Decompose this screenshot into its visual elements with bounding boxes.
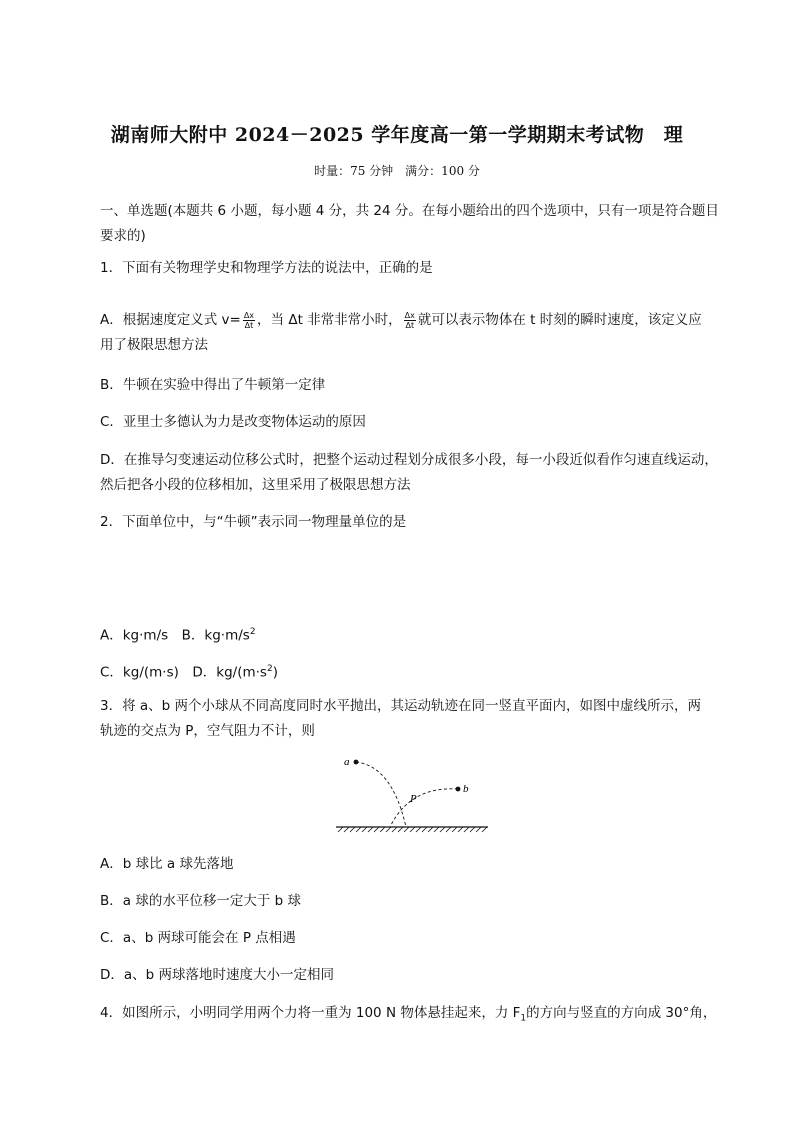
fraction-denominator: Δt <box>244 320 254 330</box>
question-3-option-b: B．a 球的水平位移一定大于 b 球 <box>100 893 301 909</box>
superscript: 2 <box>266 664 273 674</box>
superscript: 2 <box>249 627 256 637</box>
question-3-stem <box>100 694 720 744</box>
options-cd-text: C．kg/(m·s) D．kg/(m·s <box>100 664 267 681</box>
question-2-stem: 2．下面单位中，与“牛顿”表示同一物理量单位的是 <box>100 514 407 530</box>
label-a: a <box>344 756 350 768</box>
ball-a <box>354 760 359 765</box>
question-1-option-d <box>100 448 720 498</box>
question-3-option-c: C．a、b 两球可能会在 P 点相遇 <box>100 930 296 946</box>
option-d-line1: D．在推导匀变速运动位移公式时，把整个运动过程划分成很多小段，每一小段近似看作匀速直线运动， <box>100 452 718 468</box>
option-d-line2: 然后把各小段的位移相加，这里采用了极限思想方法 <box>100 477 411 493</box>
q3-stem-line1: 3．将 a、b 两个小球从不同高度同时水平抛出，其运动轨迹在同一竖直平面内，如图中虚线所示，两 <box>100 698 702 714</box>
page-title: 湖南师大附中 2024－2025 学年度高一第一学期期末考试物 理 <box>110 124 684 146</box>
ground-hatching <box>338 827 487 832</box>
q4-stem-text-2: 的方向与竖直的方向成 30°角， <box>526 1005 717 1021</box>
projectile-trajectory-figure <box>330 748 500 838</box>
fraction-dx-dt-2 <box>404 311 416 330</box>
question-1-option-b: B．牛顿在实验中得出了牛顿第一定律 <box>100 377 326 393</box>
trajectory-a <box>356 762 406 827</box>
option-a-line2: 用了极限思想方法 <box>100 337 208 353</box>
options-cd-close: ) <box>272 664 278 681</box>
option-a-text-3: 就可以表示物体在 t 时刻的瞬时速度，该定义应 <box>417 312 702 328</box>
question-3-option-a: A．b 球比 a 球先落地 <box>100 856 234 872</box>
fraction-denominator: Δt <box>405 320 415 330</box>
q4-stem-text-1: 4．如图所示，小明同学用两个力将一重为 100 N 物体悬挂起来，力 F <box>100 1005 521 1021</box>
subscript: 1 <box>520 1013 527 1024</box>
q3-stem-line2: 轨迹的交点为 P，空气阻力不计，则 <box>100 723 315 739</box>
question-4-stem <box>100 1001 724 1032</box>
section-heading <box>100 199 720 249</box>
option-a-text-2: ，当 Δt 非常非常小时， <box>257 312 402 328</box>
label-b: b <box>463 783 469 795</box>
section-heading-line2: 要求的) <box>100 228 146 244</box>
question-1-option-a <box>100 308 720 358</box>
section-heading-line1: 一、单选题(本题共 6 小题，每小题 4 分，共 24 分。在每小题给出的四个选项中，只有一项是符合题目 <box>100 203 719 219</box>
options-ab-text: A．kg·m/s B．kg·m/s <box>100 627 250 644</box>
question-2-options-ab <box>100 620 720 649</box>
question-1-option-c: C．亚里士多德认为力是改变物体运动的原因 <box>100 414 366 430</box>
question-2-options-cd <box>100 657 720 686</box>
fraction-numerator: Δx <box>404 310 415 320</box>
ball-b <box>456 787 461 792</box>
label-p: P <box>410 793 417 805</box>
question-1-stem: 1．下面有关物理学史和物理学方法的说法中，正确的是 <box>100 260 433 276</box>
fraction-dx-dt <box>243 311 255 330</box>
question-3-option-d: D．a、b 两球落地时速度大小一定相同 <box>100 967 335 983</box>
exam-time-score: 时量：75 分钟 满分：100 分 <box>314 164 480 178</box>
option-a-text-1: A．根据速度定义式 v= <box>100 312 241 328</box>
fraction-numerator: Δx <box>243 310 255 320</box>
option-a-line1 <box>100 308 720 333</box>
